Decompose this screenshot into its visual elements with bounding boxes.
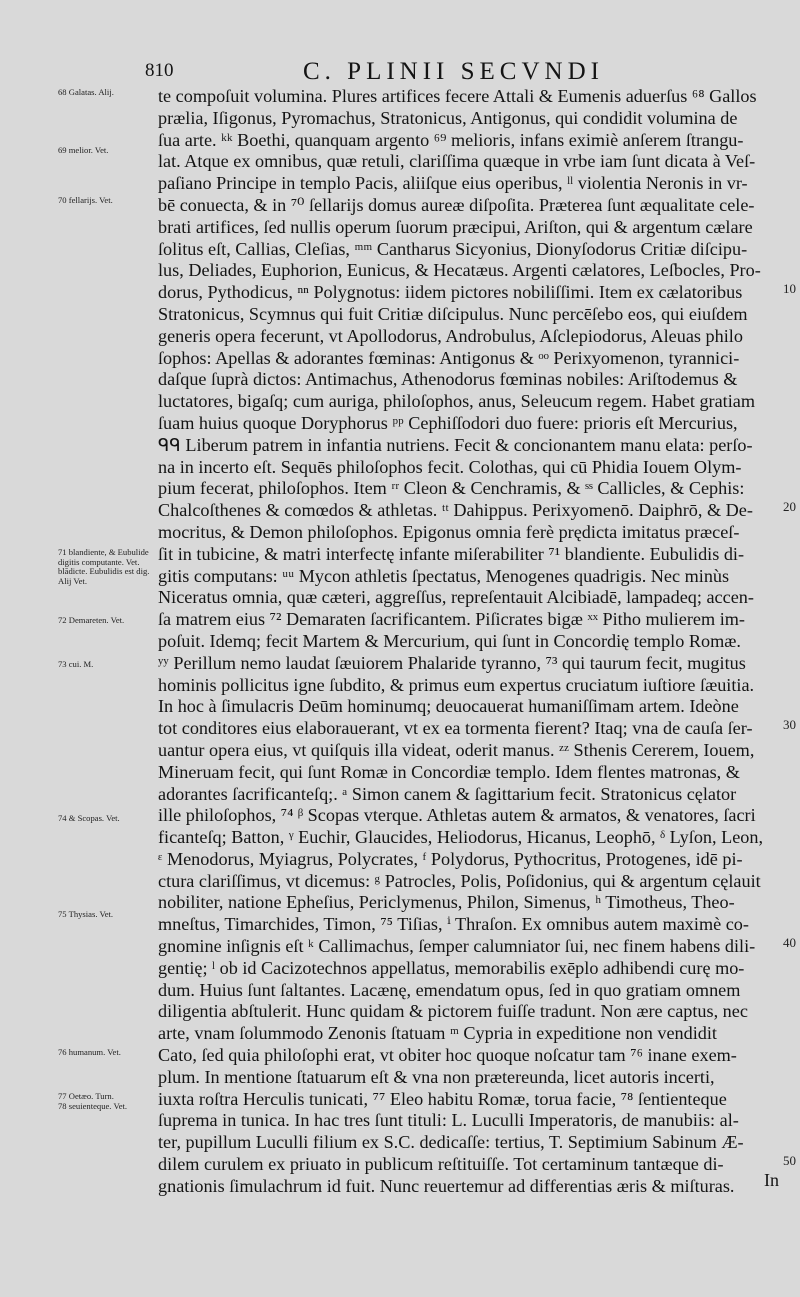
text-line: ſa matrem eius ⁷² Demaraten ſacrificantem. Piſicrates bigæ ˣˣ Pitho mulierem im- [158, 609, 745, 630]
text-line: gentię; ˡ ob id Cacizotechnos appellatus, memorabilis exēplo adhibendi curę mo- [158, 957, 745, 978]
text-line: generis opera fecerunt, vt Apollodorus, Androbulus, Aſclepiodorus, Aleuas philo [158, 325, 743, 346]
text-line: lat. Atque ex omnibus, quæ retuli, clariſſima quæque in vrbe iam ſunt dicata à Veſ- [158, 151, 756, 172]
text-line: ſua arte. ᵏᵏ Boethi, quanquam argento ⁶⁹ melioris, infans eximiè anſerem ſtrangu- [158, 129, 744, 150]
text-line: ᑫᑫ Liberum patrem in infantia nutriens. Fecit & concionantem manu elata: perſo- [158, 434, 753, 455]
text-line: nobiliter, natione Epheſius, Periclymenus, Philon, Simenus, ʰ Timotheus, Theo- [158, 892, 735, 913]
text-line: prælia, Iſigonus, Pyromachus, Stratonicus, Antigonus, qui condidit volumina de [158, 107, 738, 128]
text-line: paſiano Principe in templo Pacis, aliiſque eius operibus, ˡˡ violentia Neronis in vr- [158, 173, 748, 194]
text-line: ſit in tubicine, & matri interfectę infante miſerabiliter ⁷¹ blandiente. Eubulidis di- [158, 543, 745, 564]
text-line: gnationis ſimulachrum id fuit. Nunc reuertemur ad differentias æris & miſturas. [158, 1175, 735, 1196]
margin-note: 77 Oetæo. Turn. [58, 1091, 114, 1101]
text-line: ctura clariſſimus, vt dicemus: ᵍ Patrocles, Polis, Poſidonius, qui & argentum cęlauit [158, 870, 761, 891]
text-line: diligentia abſtulerit. Hunc quidam & pictorem fuiſſe tradunt. Non ære captus, nec [158, 1001, 748, 1022]
text-line: dum. Huius ſunt ſaltantes. Lacænę, emendatum opus, ſed in quo gratiam omnem [158, 979, 741, 1000]
main-text [158, 86, 770, 1198]
margin-note: 71 blandiente, & Eubulide digitis computante. Vet. blādicte. Eubulidis est dig. Alij Vet. [58, 547, 150, 586]
text-line: ʸʸ Perillum nemo laudat ſæuiorem Phalaride tyranno, ⁷³ qui taurum fecit, mugitus [158, 652, 746, 673]
margin-note: 78 seuienteque. Vet. [58, 1101, 128, 1111]
text-line: dorus, Pythodicus, ⁿⁿ Polygnotus: iidem pictores nobiliſſimi. Item ex cælatoribus [158, 282, 743, 303]
text-line: ſuam huius quoque Doryphorus ᵖᵖ Cephiſſodori duo fuere: prioris eſt Mercurius, [158, 412, 738, 433]
margin-note: 73 cui. M. [58, 659, 94, 669]
running-head: C. PLINII SECVNDI [303, 58, 604, 85]
text-line: Cato, ſed quia philoſophi erat, vt obiter hoc quoque noſcatur tam ⁷⁶ inane exem- [158, 1045, 737, 1066]
text-line: ᵋ Menodorus, Myiagrus, Polycrates, ᶠ Polydorus, Pythocritus, Protogenes, idē pi- [158, 848, 743, 869]
text-line: na in incerto eſt. Sequēs philoſophos fecit. Colothas, qui cū Phidia Iouem Olym- [158, 456, 742, 477]
line-number: 10 [783, 281, 796, 296]
text-line: adorantes ſacrificanteſq;. ᵃ Simon canem & ſagittarium fecit. Stratonicus cęlator [158, 783, 737, 804]
text-line: arte, vnam ſolummodo Zenonis ſtatuam ᵐ Cypria in expeditione non vendidit [158, 1023, 717, 1044]
text-line: tot conditores eius elaborauerant, vt ex ea tormenta fierent? Itaq; vna de cauſa ſer- [158, 718, 753, 739]
text-line: Mineruam fecit, qui ſunt Romæ in Concordiæ templo. Idem flentes matronas, & [158, 761, 740, 782]
text-line: brati artifices, ſed nullis operum ſuorum præcipui, Ariſton, qui & argentum cælare [158, 216, 753, 237]
text-line: ille philoſophos, ⁷⁴ ᵝ Scopas vterque. Athletas autem & armatos, & venatores, ſacri [158, 805, 756, 826]
text-line: bē conuecta, & in ⁷⁰ ſellarijs domus aureæ diſpoſita. Præterea ſunt æqualitate cele- [158, 194, 755, 215]
margin-note: 69 melior. Vet. [58, 145, 109, 155]
text-line: In hoc à ſimulacris Deūm hominumq; deuocauerat humaniſſimam artem. Ideòne [158, 696, 739, 717]
text-line: dilem curulem ex priuato in publicum reſtituiſſe. Tot certaminum tantæque di- [158, 1154, 724, 1175]
margin-note: 72 Demareten. Vet. [58, 615, 125, 625]
text-line: mocritus, & Demon philoſophos. Epigonus omnia ferè prędicta imitatus præceſ- [158, 521, 740, 542]
catchword: In [764, 1170, 779, 1190]
text-line: pium fecerat, philoſophos. Item ʳʳ Cleon & Cenchramis, & ˢˢ Callicles, & Cephis: [158, 478, 745, 499]
text-line: ſuprema in tunica. In hac tres ſunt tituli: L. Luculli Imperatoris, de manubiis: al- [158, 1110, 739, 1131]
margin-note: 76 humanum. Vet. [58, 1047, 121, 1057]
text-line: ficanteſq; Batton, ᵞ Euchir, Glaucides, Heliodorus, Hicanus, Leophō, ᵟ Lyſon, Leon, [158, 827, 764, 848]
text-line: ſophos: Apellas & adorantes fœminas: Antigonus & ᵒᵒ Perixyomenon, tyrannici- [158, 347, 740, 368]
line-number: 30 [783, 717, 796, 732]
text-line: Stratonicus, Scymnus qui fuit Critiæ diſcipulus. Nunc percēſebo eos, qui eiuſdem [158, 303, 748, 324]
text-line: uantur opera eius, vt quiſquis illa videat, oderit manus. ᶻᶻ Sthenis Cererem, Iouem, [158, 739, 755, 760]
text-line: daſque ſuprà dictos: Antimachus, Athenodorus fœminas nobiles: Ariſtodemus & [158, 369, 738, 390]
line-number: 50 [783, 1153, 796, 1168]
text-line: gnomine inſignis eſt ᵏ Callimachus, ſemper calumniator ſui, nec finem habens dili- [158, 936, 756, 957]
text-line: gitis computans: ᵘᵘ Mycon athletis ſpectatus, Menogenes quadrigis. Nec minùs [158, 565, 730, 586]
text-line: Chalcoſthenes & comœdos & athletas. ᵗᵗ Dahippus. Perixyomenō. Daiphrō, & De- [158, 500, 753, 521]
page-number: 810 [145, 60, 174, 81]
margin-note: 74 & Scopas. Vet. [58, 813, 120, 823]
text-line: mneſtus, Timarchides, Timon, ⁷⁵ Tiſias, ⁱ Thraſon. Ex omnibus autem maximè co- [158, 914, 749, 935]
text-line: poſuit. Idemq; fecit Martem & Mercurium, qui ſunt in Concordię templo Romæ. [158, 630, 741, 651]
text-line: iuxta roſtra Herculis tunicati, ⁷⁷ Eleo habitu Romæ, torua facie, ⁷⁸ ſentienteque [158, 1088, 727, 1109]
text-line: ter, pupillum Luculli filium ex S.C. dedicaſſe: tertius, T. Septimium Sabinum Æ- [158, 1132, 744, 1153]
text-line: plum. In mentione ſtatuarum eſt & vna non prætereunda, licet autoris incerti, [158, 1066, 715, 1087]
text-line: luctatores, bigaſq; cum auriga, philoſophos, anus, Seleucum regem. Habet gratiam [158, 391, 755, 412]
margin-note: 70 fellarijs. Vet. [58, 195, 113, 205]
line-number: 40 [783, 935, 796, 950]
text-line: ſolitus eſt, Callias, Cleſias, ᵐᵐ Cantharus Sicyonius, Dionyſodorus Critiæ diſcipu- [158, 238, 748, 259]
text-line: Niceratus omnia, quæ cæteri, aggreſſus, repreſentauit Alcibiadē, lampadeq; accen- [158, 587, 754, 608]
page-header [145, 58, 705, 88]
margin-note: 68 Galatas. Alij. [58, 87, 114, 97]
text-line: lus, Deliades, Euphorion, Eunicus, & Hecatæus. Argenti cælatores, Leſbocles, Pro- [158, 260, 761, 281]
text-line: te compoſuit volumina. Plures artifices fecere Attali & Eumenis aduerſus ⁶⁸ Gallos [158, 86, 757, 106]
margin-note: 75 Thysias. Vet. [58, 909, 114, 919]
text-line: hominis pollicitus igne ſubdito, & primus eum expertus cruciatum iuſtiore ſæuitia. [158, 674, 755, 695]
line-number: 20 [783, 499, 796, 514]
